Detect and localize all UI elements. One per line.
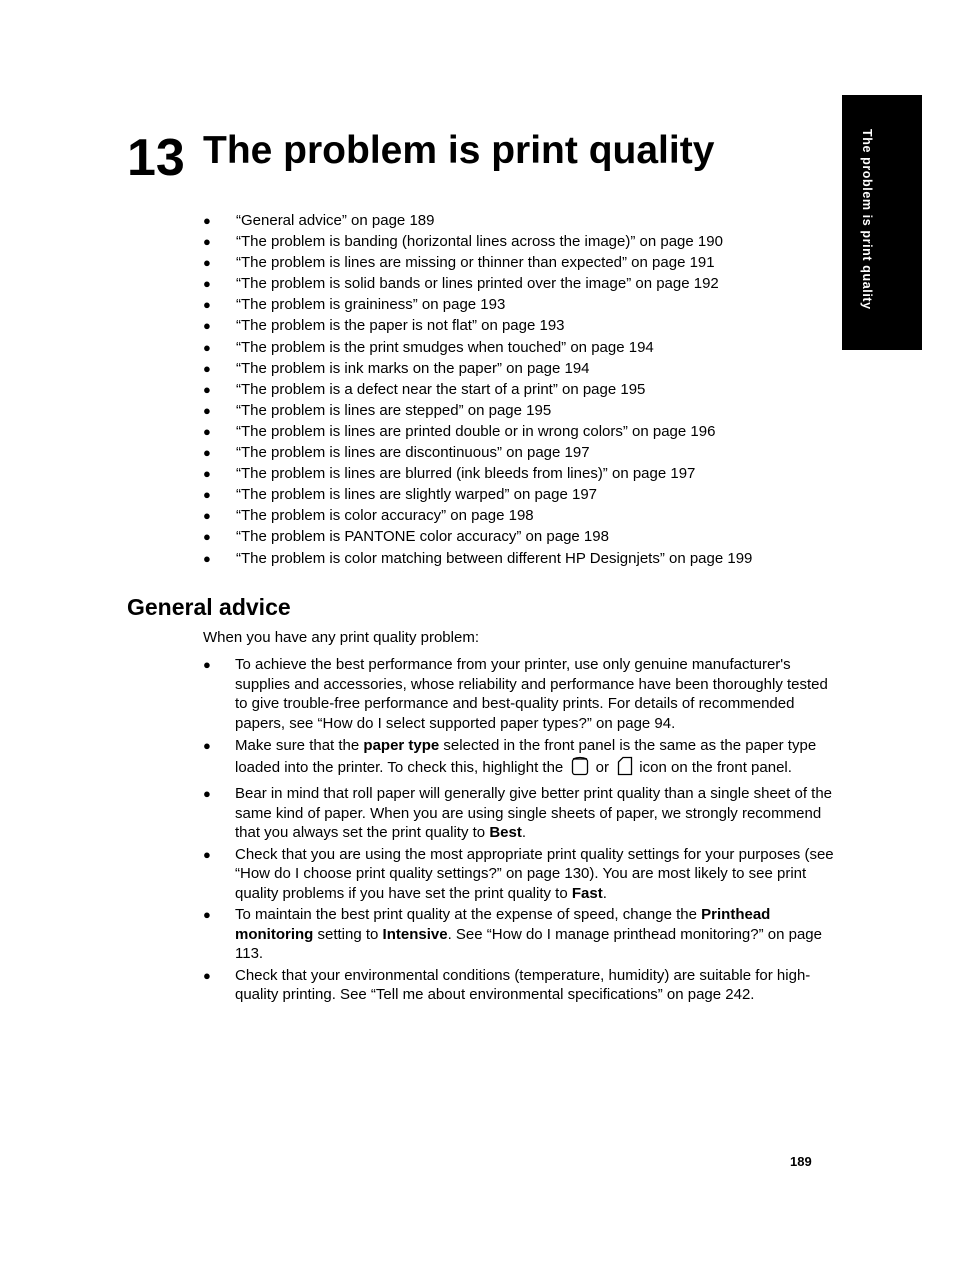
toc-item[interactable] bbox=[203, 337, 752, 358]
bullet: ● bbox=[203, 466, 211, 482]
advice-item bbox=[203, 905, 843, 964]
bullet: ● bbox=[203, 508, 211, 524]
toc-link[interactable]: “The problem is lines are slightly warped” on page 197 bbox=[236, 486, 598, 504]
advice-text: Make sure that the bbox=[235, 737, 364, 754]
toc-item[interactable] bbox=[203, 463, 752, 484]
advice-bold-text: paper type bbox=[363, 737, 440, 754]
bullet: ● bbox=[203, 360, 211, 376]
toc-item[interactable] bbox=[203, 505, 752, 526]
toc-link[interactable]: “The problem is lines are printed double or in wrong colors” on page 196 bbox=[236, 422, 716, 440]
section-intro: When you have any print quality problem: bbox=[203, 629, 479, 646]
advice-text: To achieve the best performance from your printer, use only genuine manufacturer's supplies and accessories, whose reliability and performance have been thoroughly tested to give trouble-free performance and best-quality prints. For details of recommended papers, see “How do I select supported paper types?” on page 94. bbox=[235, 656, 828, 732]
advice-bold-text: Printhead monitoring bbox=[235, 906, 771, 943]
bullet: ● bbox=[203, 276, 211, 292]
chapter-side-tab bbox=[842, 95, 922, 350]
advice-text: . bbox=[521, 824, 526, 841]
toc-item[interactable] bbox=[203, 358, 752, 379]
bullet: ● bbox=[203, 423, 211, 439]
bullet: ● bbox=[203, 255, 211, 271]
advice-item bbox=[203, 845, 843, 904]
toc-item[interactable] bbox=[203, 231, 752, 252]
toc-link[interactable]: “The problem is ink marks on the paper” on page 194 bbox=[236, 359, 590, 377]
bullet: ● bbox=[203, 402, 211, 418]
section-heading: General advice bbox=[127, 594, 291, 620]
toc-link[interactable]: “The problem is color accuracy” on page 198 bbox=[236, 507, 534, 525]
toc-item[interactable] bbox=[203, 294, 752, 315]
advice-item bbox=[203, 784, 843, 843]
bullet: ● bbox=[203, 967, 211, 983]
toc-link[interactable]: “The problem is the print smudges when touched” on page 194 bbox=[236, 338, 654, 356]
chapter-number: 13 bbox=[127, 129, 185, 187]
toc-item[interactable] bbox=[203, 548, 752, 569]
bullet: ● bbox=[203, 786, 211, 801]
toc-item[interactable] bbox=[203, 400, 752, 421]
sheet-paper-icon bbox=[617, 756, 633, 782]
bullet: ● bbox=[203, 339, 211, 355]
roll-paper-icon bbox=[571, 756, 589, 782]
bullet: ● bbox=[203, 738, 211, 753]
advice-text: To maintain the best print quality at the expense of speed, change the bbox=[235, 906, 702, 923]
page-number: 189 bbox=[790, 1154, 812, 1169]
advice-text: . See “How do I manage printhead monitoring?” on page 113. bbox=[235, 925, 822, 962]
advice-text: Bear in mind that roll paper will generally give better print quality than a single sheet of the same kind of paper. When you are using single sheets of paper, we strongly recommend that you always set the print quality to bbox=[235, 785, 833, 841]
toc-link[interactable]: “The problem is lines are discontinuous” on page 197 bbox=[236, 444, 590, 462]
toc-item[interactable] bbox=[203, 315, 752, 336]
bullet: ● bbox=[203, 213, 211, 228]
bullet: ● bbox=[203, 550, 211, 566]
toc-link[interactable]: “The problem is lines are blurred (ink bleeds from lines)” on page 197 bbox=[236, 465, 696, 483]
toc-link[interactable]: “The problem is solid bands or lines printed over the image” on page 192 bbox=[236, 275, 719, 293]
advice-text: icon on the front panel. bbox=[635, 759, 792, 776]
toc-link[interactable]: “The problem is graininess” on page 193 bbox=[236, 296, 506, 314]
toc-link[interactable]: “The problem is a defect near the start of a print” on page 195 bbox=[236, 380, 646, 398]
toc-item[interactable] bbox=[203, 210, 752, 231]
bullet: ● bbox=[203, 657, 211, 672]
toc-link[interactable]: “The problem is banding (horizontal lines across the image)” on page 190 bbox=[236, 233, 723, 251]
advice-text: Check that you are using the most appropriate print quality settings for your purposes (see “How do I choose print quality settings?” on page 130). You are most likely to see print quality problems if you have set the print quality to bbox=[235, 845, 834, 902]
toc-link[interactable]: “The problem is PANTONE color accuracy” on page 198 bbox=[236, 528, 609, 546]
bullet: ● bbox=[203, 318, 211, 334]
advice-bold-text: Best bbox=[489, 824, 522, 841]
advice-list bbox=[203, 655, 843, 1007]
toc-link[interactable]: “General advice” on page 189 bbox=[236, 212, 435, 229]
bullet: ● bbox=[203, 846, 211, 862]
toc-item[interactable] bbox=[203, 252, 752, 273]
toc-item[interactable] bbox=[203, 273, 752, 294]
advice-item bbox=[203, 735, 843, 782]
bullet: ● bbox=[203, 234, 211, 250]
toc-item[interactable] bbox=[203, 421, 752, 442]
toc-item[interactable] bbox=[203, 442, 752, 463]
toc-link[interactable]: “The problem is the paper is not flat” on page 193 bbox=[236, 317, 565, 335]
bullet: ● bbox=[203, 529, 211, 545]
toc-item[interactable] bbox=[203, 484, 752, 505]
toc-link[interactable]: “The problem is color matching between different HP Designjets” on page 199 bbox=[236, 549, 753, 567]
bullet: ● bbox=[203, 907, 211, 922]
toc-item[interactable] bbox=[203, 379, 752, 400]
advice-bold-text: Intensive bbox=[382, 925, 448, 943]
advice-item bbox=[203, 966, 843, 1005]
side-tab-label: The problem is print quality bbox=[860, 129, 874, 310]
toc-link[interactable]: “The problem is lines are stepped” on page 195 bbox=[236, 401, 552, 419]
advice-bold-text: Fast bbox=[571, 884, 603, 902]
bullet: ● bbox=[203, 297, 211, 313]
toc-list bbox=[203, 210, 752, 569]
bullet: ● bbox=[203, 445, 211, 461]
advice-item bbox=[203, 655, 843, 733]
chapter-title: The problem is print quality bbox=[203, 129, 715, 172]
toc-item[interactable] bbox=[203, 526, 752, 547]
advice-text: selected in the front panel is the same as the paper type loaded into the printer. To check this, highlight the bbox=[235, 737, 817, 776]
advice-text: . bbox=[602, 884, 607, 902]
toc-link[interactable]: “The problem is lines are missing or thinner than expected” on page 191 bbox=[236, 254, 715, 272]
advice-text: setting to bbox=[313, 925, 383, 943]
advice-text: or bbox=[591, 759, 614, 776]
bullet: ● bbox=[203, 487, 211, 503]
advice-text: Check that your environmental conditions (temperature, humidity) are suitable for high-quality printing. See “Tell me about environmental specifications” on page 242. bbox=[235, 966, 811, 1003]
bullet: ● bbox=[203, 381, 211, 397]
